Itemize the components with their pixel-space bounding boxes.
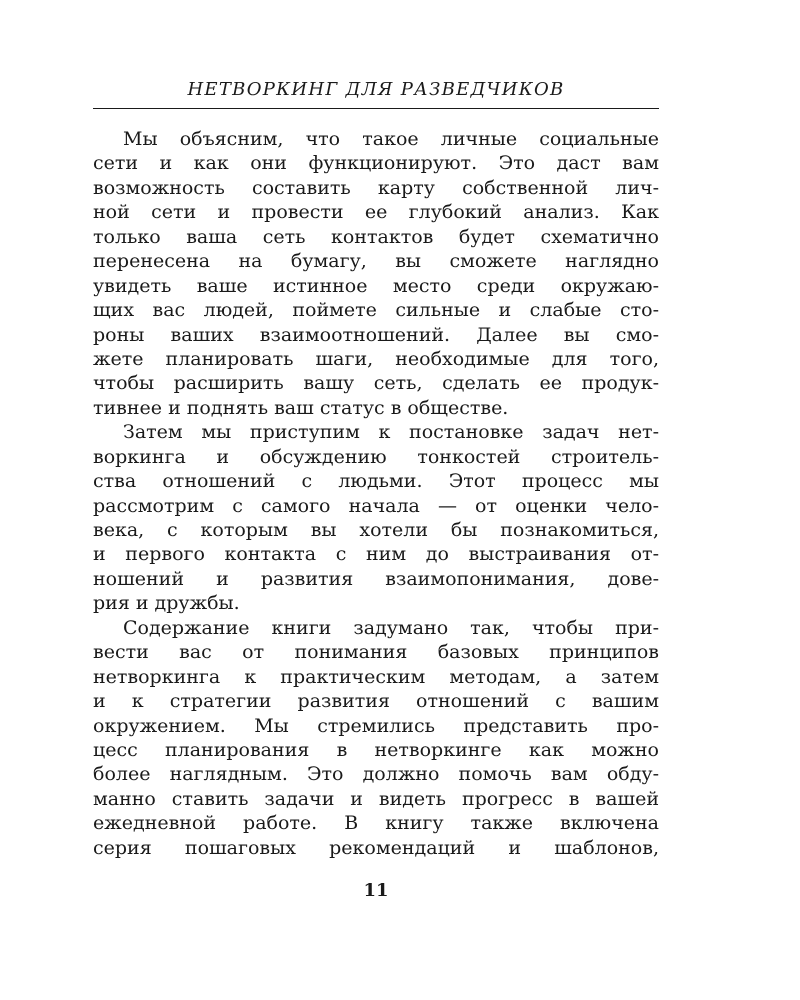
body-text [93, 127, 659, 860]
text-line: ежедневной работе. В книгу также включена [93, 812, 659, 835]
text-line: нетворкинга к практическим методам, а затем [93, 665, 659, 688]
text-line: тивнее и поднять ваш статус в обществе. [93, 396, 509, 419]
page-number: 11 [363, 880, 389, 901]
text-line: ношений и развития взаимопонимания, дове- [93, 567, 659, 590]
text-line: только ваша сеть контактов будет схематично [93, 225, 659, 248]
text-line: увидеть ваше истинное место среди окружаю- [93, 274, 659, 297]
text-line: щих вас людей, поймете сильные и слабые сто- [93, 299, 659, 322]
text-line: воркинга и обсуждению тонкостей строитель- [93, 445, 659, 468]
text-line: цесс планирования в нетворкинге как можно [93, 738, 659, 761]
text-line: Мы объясним, что такое личные социальные [123, 128, 659, 150]
running-head-title: НЕТВОРКИНГ ДЛЯ РАЗВЕДЧИКОВ [187, 79, 565, 100]
text-line: перенесена на бумагу, вы сможете наглядно [93, 250, 659, 273]
text-line: Содержание книги задумано так, чтобы при- [123, 616, 659, 639]
text-line: ной сети и провести ее глубокий анализ. Как [93, 201, 659, 224]
text-line: роны ваших взаимоотношений. Далее вы смо- [93, 323, 659, 346]
text-line: более наглядным. Это должно помочь вам обду- [93, 763, 659, 786]
text-line: и первого контакта с ним до выстраивания от- [93, 543, 659, 566]
text-line: Затем мы приступим к постановке задач нет- [123, 421, 659, 444]
text-line: чтобы расширить вашу сеть, сделать ее продук- [93, 372, 659, 395]
text-line: сети и как они функционируют. Это даст вам [93, 152, 659, 175]
text-line: окружением. Мы стремились представить про- [93, 714, 659, 737]
text-line: рассмотрим с самого начала — от оценки чело- [93, 494, 659, 517]
text-line: и к стратегии развития отношений с вашим [93, 690, 659, 713]
text-line: века, с которым вы хотели бы познакомиться, [93, 519, 659, 541]
text-line: ства отношений с людьми. Этот процесс мы [93, 470, 659, 493]
header-rule [93, 108, 659, 109]
text-line: серия пошаговых рекомендаций и шаблонов, [93, 836, 659, 859]
text-line: возможность составить карту собственной лич- [93, 176, 659, 199]
text-line: вести вас от понимания базовых принципов [93, 641, 659, 664]
text-line: жете планировать шаги, необходимые для того, [93, 347, 659, 370]
text-line: рия и дружбы. [93, 592, 240, 615]
text-line: манно ставить задачи и видеть прогресс в вашей [93, 787, 659, 810]
